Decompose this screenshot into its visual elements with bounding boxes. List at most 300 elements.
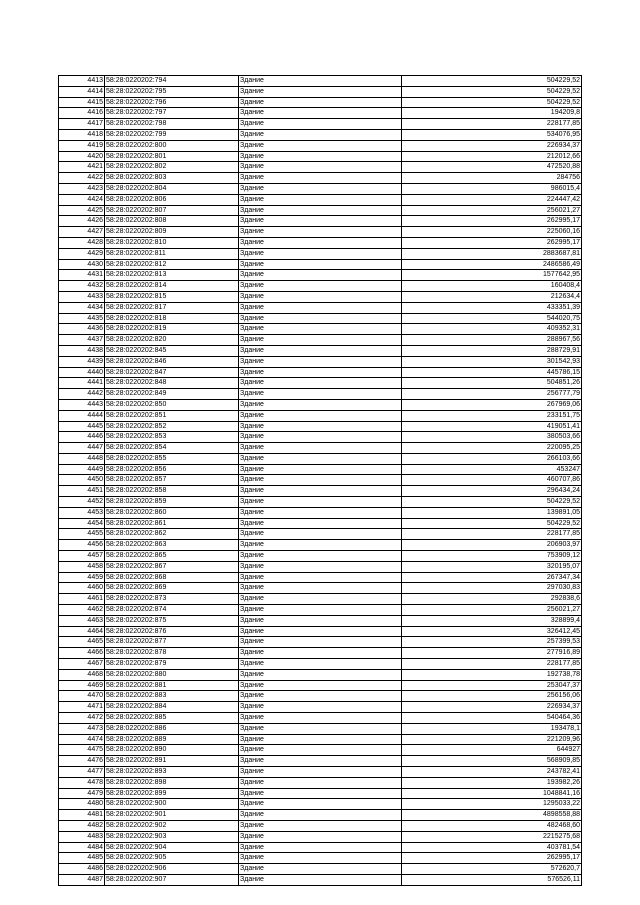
object-type: Здание bbox=[239, 615, 402, 626]
table-row bbox=[59, 756, 582, 767]
row-number: 4486 bbox=[59, 864, 105, 875]
cadastral-number: 58:28:0220202:798 bbox=[105, 119, 239, 130]
row-number: 4450 bbox=[59, 475, 105, 486]
table-row bbox=[59, 572, 582, 583]
object-type: Здание bbox=[239, 97, 402, 108]
cadastral-value: 228177,85 bbox=[402, 119, 582, 130]
table-row bbox=[59, 583, 582, 594]
table-row bbox=[59, 421, 582, 432]
table-row bbox=[59, 389, 582, 400]
cadastral-value: 1048841,16 bbox=[402, 788, 582, 799]
row-number: 4432 bbox=[59, 281, 105, 292]
object-type: Здание bbox=[239, 248, 402, 259]
table-row bbox=[59, 518, 582, 529]
row-number: 4424 bbox=[59, 194, 105, 205]
table-row bbox=[59, 659, 582, 670]
table-row bbox=[59, 345, 582, 356]
object-type: Здание bbox=[239, 637, 402, 648]
object-type: Здание bbox=[239, 507, 402, 518]
table-row bbox=[59, 378, 582, 389]
object-type: Здание bbox=[239, 173, 402, 184]
object-type: Здание bbox=[239, 777, 402, 788]
cadastral-number: 58:28:0220202:860 bbox=[105, 507, 239, 518]
cadastral-value: 256021,27 bbox=[402, 205, 582, 216]
row-number: 4437 bbox=[59, 335, 105, 346]
cadastral-value: 220095,25 bbox=[402, 443, 582, 454]
object-type: Здание bbox=[239, 702, 402, 713]
cadastral-number: 58:28:0220202:886 bbox=[105, 723, 239, 734]
object-type: Здание bbox=[239, 237, 402, 248]
cadastral-value: 534076,95 bbox=[402, 129, 582, 140]
cadastral-number: 58:28:0220202:856 bbox=[105, 464, 239, 475]
object-type: Здание bbox=[239, 119, 402, 130]
object-type: Здание bbox=[239, 648, 402, 659]
table-row bbox=[59, 475, 582, 486]
cadastral-number: 58:28:0220202:812 bbox=[105, 259, 239, 270]
object-type: Здание bbox=[239, 432, 402, 443]
table-row bbox=[59, 227, 582, 238]
cadastral-number: 58:28:0220202:808 bbox=[105, 216, 239, 227]
table-row bbox=[59, 615, 582, 626]
row-number: 4428 bbox=[59, 237, 105, 248]
row-number: 4431 bbox=[59, 270, 105, 281]
row-number: 4449 bbox=[59, 464, 105, 475]
table-row bbox=[59, 767, 582, 778]
cadastral-number: 58:28:0220202:862 bbox=[105, 529, 239, 540]
table-row bbox=[59, 86, 582, 97]
cadastral-value: 644927 bbox=[402, 745, 582, 756]
cadastral-value: 221209,96 bbox=[402, 734, 582, 745]
cadastral-number: 58:28:0220202:878 bbox=[105, 648, 239, 659]
cadastral-number: 58:28:0220202:845 bbox=[105, 345, 239, 356]
cadastral-number: 58:28:0220202:850 bbox=[105, 399, 239, 410]
table-row bbox=[59, 324, 582, 335]
row-number: 4430 bbox=[59, 259, 105, 270]
cadastral-number: 58:28:0220202:879 bbox=[105, 659, 239, 670]
cadastral-value: 212012,66 bbox=[402, 151, 582, 162]
cadastral-value: 572620,7 bbox=[402, 864, 582, 875]
row-number: 4478 bbox=[59, 777, 105, 788]
object-type: Здание bbox=[239, 367, 402, 378]
row-number: 4472 bbox=[59, 713, 105, 724]
table-row bbox=[59, 367, 582, 378]
table-row bbox=[59, 486, 582, 497]
cadastral-number: 58:28:0220202:890 bbox=[105, 745, 239, 756]
row-number: 4444 bbox=[59, 410, 105, 421]
object-type: Здание bbox=[239, 291, 402, 302]
object-type: Здание bbox=[239, 216, 402, 227]
cadastral-value: 284756 bbox=[402, 173, 582, 184]
cadastral-value: 277916,89 bbox=[402, 648, 582, 659]
cadastral-number: 58:28:0220202:849 bbox=[105, 389, 239, 400]
row-number: 4482 bbox=[59, 820, 105, 831]
object-type: Здание bbox=[239, 421, 402, 432]
row-number: 4438 bbox=[59, 345, 105, 356]
cadastral-value: 403781,54 bbox=[402, 842, 582, 853]
row-number: 4479 bbox=[59, 788, 105, 799]
object-type: Здание bbox=[239, 767, 402, 778]
cadastral-value: 228177,85 bbox=[402, 659, 582, 670]
table-row bbox=[59, 432, 582, 443]
object-type: Здание bbox=[239, 864, 402, 875]
row-number: 4441 bbox=[59, 378, 105, 389]
table-row bbox=[59, 561, 582, 572]
cadastral-number: 58:28:0220202:905 bbox=[105, 853, 239, 864]
cadastral-number: 58:28:0220202:900 bbox=[105, 799, 239, 810]
cadastral-value: 288967,56 bbox=[402, 335, 582, 346]
cadastral-value: 257399,53 bbox=[402, 637, 582, 648]
table-row bbox=[59, 648, 582, 659]
cadastral-value: 228177,85 bbox=[402, 529, 582, 540]
cadastral-number: 58:28:0220202:891 bbox=[105, 756, 239, 767]
cadastral-value: 380503,66 bbox=[402, 432, 582, 443]
cadastral-number: 58:28:0220202:885 bbox=[105, 713, 239, 724]
row-number: 4422 bbox=[59, 173, 105, 184]
object-type: Здание bbox=[239, 659, 402, 670]
table-body bbox=[59, 76, 582, 886]
table-row bbox=[59, 237, 582, 248]
cadastral-number: 58:28:0220202:848 bbox=[105, 378, 239, 389]
row-number: 4458 bbox=[59, 561, 105, 572]
row-number: 4485 bbox=[59, 853, 105, 864]
cadastral-value: 2215275,68 bbox=[402, 831, 582, 842]
object-type: Здание bbox=[239, 561, 402, 572]
cadastral-number: 58:28:0220202:799 bbox=[105, 129, 239, 140]
table-row bbox=[59, 313, 582, 324]
object-type: Здание bbox=[239, 140, 402, 151]
cadastral-number: 58:28:0220202:855 bbox=[105, 453, 239, 464]
cadastral-value: 206903,97 bbox=[402, 540, 582, 551]
table-row bbox=[59, 410, 582, 421]
cadastral-number: 58:28:0220202:814 bbox=[105, 281, 239, 292]
object-type: Здание bbox=[239, 270, 402, 281]
table-row bbox=[59, 443, 582, 454]
object-type: Здание bbox=[239, 302, 402, 313]
row-number: 4466 bbox=[59, 648, 105, 659]
cadastral-value: 256156,06 bbox=[402, 691, 582, 702]
table-row bbox=[59, 335, 582, 346]
row-number: 4436 bbox=[59, 324, 105, 335]
cadastral-number: 58:28:0220202:869 bbox=[105, 583, 239, 594]
cadastral-value: 256021,27 bbox=[402, 605, 582, 616]
table-row bbox=[59, 119, 582, 130]
row-number: 4474 bbox=[59, 734, 105, 745]
cadastral-value: 328899,4 bbox=[402, 615, 582, 626]
cadastral-value: 326412,45 bbox=[402, 626, 582, 637]
cadastral-value: 753909,12 bbox=[402, 551, 582, 562]
cadastral-value: 253047,37 bbox=[402, 680, 582, 691]
table-row bbox=[59, 853, 582, 864]
object-type: Здание bbox=[239, 691, 402, 702]
cadastral-value: 193478,1 bbox=[402, 723, 582, 734]
row-number: 4418 bbox=[59, 129, 105, 140]
cadastral-number: 58:28:0220202:818 bbox=[105, 313, 239, 324]
row-number: 4461 bbox=[59, 594, 105, 605]
object-type: Здание bbox=[239, 76, 402, 87]
cadastral-number: 58:28:0220202:847 bbox=[105, 367, 239, 378]
cadastral-number: 58:28:0220202:857 bbox=[105, 475, 239, 486]
cadastral-value: 226934,37 bbox=[402, 702, 582, 713]
cadastral-number: 58:28:0220202:877 bbox=[105, 637, 239, 648]
cadastral-number: 58:28:0220202:858 bbox=[105, 486, 239, 497]
cadastral-value: 192738,78 bbox=[402, 669, 582, 680]
row-number: 4435 bbox=[59, 313, 105, 324]
cadastral-number: 58:28:0220202:852 bbox=[105, 421, 239, 432]
row-number: 4470 bbox=[59, 691, 105, 702]
cadastral-number: 58:28:0220202:810 bbox=[105, 237, 239, 248]
table-row bbox=[59, 129, 582, 140]
object-type: Здание bbox=[239, 669, 402, 680]
cadastral-number: 58:28:0220202:811 bbox=[105, 248, 239, 259]
cadastral-number: 58:28:0220202:863 bbox=[105, 540, 239, 551]
row-number: 4446 bbox=[59, 432, 105, 443]
row-number: 4477 bbox=[59, 767, 105, 778]
row-number: 4469 bbox=[59, 680, 105, 691]
row-number: 4483 bbox=[59, 831, 105, 842]
table-row bbox=[59, 108, 582, 119]
cadastral-number: 58:28:0220202:881 bbox=[105, 680, 239, 691]
row-number: 4443 bbox=[59, 399, 105, 410]
table-row bbox=[59, 745, 582, 756]
table-row bbox=[59, 453, 582, 464]
row-number: 4475 bbox=[59, 745, 105, 756]
row-number: 4413 bbox=[59, 76, 105, 87]
cadastral-number: 58:28:0220202:801 bbox=[105, 151, 239, 162]
table-row bbox=[59, 637, 582, 648]
object-type: Здание bbox=[239, 788, 402, 799]
cadastral-value: 266103,66 bbox=[402, 453, 582, 464]
object-type: Здание bbox=[239, 194, 402, 205]
cadastral-value: 472520,88 bbox=[402, 162, 582, 173]
table-row bbox=[59, 173, 582, 184]
cadastral-number: 58:28:0220202:873 bbox=[105, 594, 239, 605]
object-type: Здание bbox=[239, 410, 402, 421]
cadastral-value: 212634,4 bbox=[402, 291, 582, 302]
table-row bbox=[59, 594, 582, 605]
row-number: 4463 bbox=[59, 615, 105, 626]
object-type: Здание bbox=[239, 313, 402, 324]
row-number: 4434 bbox=[59, 302, 105, 313]
row-number: 4484 bbox=[59, 842, 105, 853]
row-number: 4416 bbox=[59, 108, 105, 119]
row-number: 4451 bbox=[59, 486, 105, 497]
table-row bbox=[59, 399, 582, 410]
object-type: Здание bbox=[239, 378, 402, 389]
cadastral-value: 1577642,95 bbox=[402, 270, 582, 281]
object-type: Здание bbox=[239, 810, 402, 821]
cadastral-number: 58:28:0220202:795 bbox=[105, 86, 239, 97]
cadastral-number: 58:28:0220202:868 bbox=[105, 572, 239, 583]
cadastral-value: 262995,17 bbox=[402, 853, 582, 864]
row-number: 4433 bbox=[59, 291, 105, 302]
cadastral-number: 58:28:0220202:859 bbox=[105, 497, 239, 508]
cadastral-value: 986015,4 bbox=[402, 183, 582, 194]
row-number: 4456 bbox=[59, 540, 105, 551]
cadastral-value: 224447,42 bbox=[402, 194, 582, 205]
object-type: Здание bbox=[239, 713, 402, 724]
row-number: 4481 bbox=[59, 810, 105, 821]
cadastral-value-table bbox=[58, 75, 582, 886]
object-type: Здание bbox=[239, 874, 402, 885]
table-row bbox=[59, 810, 582, 821]
cadastral-value: 233151,75 bbox=[402, 410, 582, 421]
cadastral-number: 58:28:0220202:815 bbox=[105, 291, 239, 302]
object-type: Здание bbox=[239, 572, 402, 583]
row-number: 4425 bbox=[59, 205, 105, 216]
table-row bbox=[59, 551, 582, 562]
table-row bbox=[59, 788, 582, 799]
table-row bbox=[59, 713, 582, 724]
row-number: 4429 bbox=[59, 248, 105, 259]
cadastral-number: 58:28:0220202:875 bbox=[105, 615, 239, 626]
object-type: Здание bbox=[239, 345, 402, 356]
cadastral-value: 409352,31 bbox=[402, 324, 582, 335]
table-row bbox=[59, 820, 582, 831]
cadastral-value: 568909,85 bbox=[402, 756, 582, 767]
object-type: Здание bbox=[239, 486, 402, 497]
cadastral-number: 58:28:0220202:804 bbox=[105, 183, 239, 194]
table-row bbox=[59, 529, 582, 540]
cadastral-value: 296434,24 bbox=[402, 486, 582, 497]
table-row bbox=[59, 842, 582, 853]
row-number: 4440 bbox=[59, 367, 105, 378]
table-row bbox=[59, 723, 582, 734]
cadastral-value: 262995,17 bbox=[402, 237, 582, 248]
row-number: 4473 bbox=[59, 723, 105, 734]
table-row bbox=[59, 497, 582, 508]
cadastral-value: 160408,4 bbox=[402, 281, 582, 292]
object-type: Здание bbox=[239, 551, 402, 562]
object-type: Здание bbox=[239, 443, 402, 454]
object-type: Здание bbox=[239, 86, 402, 97]
cadastral-value: 225060,16 bbox=[402, 227, 582, 238]
row-number: 4468 bbox=[59, 669, 105, 680]
table-row bbox=[59, 140, 582, 151]
row-number: 4414 bbox=[59, 86, 105, 97]
cadastral-value: 504229,52 bbox=[402, 518, 582, 529]
row-number: 4417 bbox=[59, 119, 105, 130]
table-row bbox=[59, 464, 582, 475]
cadastral-number: 58:28:0220202:861 bbox=[105, 518, 239, 529]
cadastral-value: 139891,05 bbox=[402, 507, 582, 518]
cadastral-number: 58:28:0220202:806 bbox=[105, 194, 239, 205]
table-row bbox=[59, 151, 582, 162]
row-number: 4426 bbox=[59, 216, 105, 227]
cadastral-value: 256777,79 bbox=[402, 389, 582, 400]
cadastral-value: 504229,52 bbox=[402, 97, 582, 108]
cadastral-number: 58:28:0220202:876 bbox=[105, 626, 239, 637]
cadastral-number: 58:28:0220202:797 bbox=[105, 108, 239, 119]
row-number: 4442 bbox=[59, 389, 105, 400]
table-row bbox=[59, 507, 582, 518]
object-type: Здание bbox=[239, 281, 402, 292]
cadastral-value: 4898558,88 bbox=[402, 810, 582, 821]
table-row bbox=[59, 691, 582, 702]
cadastral-number: 58:28:0220202:901 bbox=[105, 810, 239, 821]
cadastral-number: 58:28:0220202:884 bbox=[105, 702, 239, 713]
object-type: Здание bbox=[239, 151, 402, 162]
object-type: Здание bbox=[239, 680, 402, 691]
row-number: 4445 bbox=[59, 421, 105, 432]
row-number: 4467 bbox=[59, 659, 105, 670]
table-row bbox=[59, 356, 582, 367]
cadastral-number: 58:28:0220202:846 bbox=[105, 356, 239, 367]
object-type: Здание bbox=[239, 259, 402, 270]
object-type: Здание bbox=[239, 183, 402, 194]
cadastral-value: 267347,34 bbox=[402, 572, 582, 583]
cadastral-number: 58:28:0220202:853 bbox=[105, 432, 239, 443]
object-type: Здание bbox=[239, 842, 402, 853]
cadastral-number: 58:28:0220202:813 bbox=[105, 270, 239, 281]
cadastral-number: 58:28:0220202:883 bbox=[105, 691, 239, 702]
row-number: 4453 bbox=[59, 507, 105, 518]
table-row bbox=[59, 216, 582, 227]
cadastral-value: 544020,75 bbox=[402, 313, 582, 324]
cadastral-number: 58:28:0220202:880 bbox=[105, 669, 239, 680]
table-row bbox=[59, 669, 582, 680]
table-row bbox=[59, 540, 582, 551]
row-number: 4459 bbox=[59, 572, 105, 583]
cadastral-value: 504229,52 bbox=[402, 76, 582, 87]
object-type: Здание bbox=[239, 399, 402, 410]
table-row bbox=[59, 734, 582, 745]
object-type: Здание bbox=[239, 108, 402, 119]
row-number: 4487 bbox=[59, 874, 105, 885]
object-type: Здание bbox=[239, 324, 402, 335]
cadastral-number: 58:28:0220202:820 bbox=[105, 335, 239, 346]
table-row bbox=[59, 874, 582, 885]
cadastral-value: 288729,91 bbox=[402, 345, 582, 356]
object-type: Здание bbox=[239, 745, 402, 756]
object-type: Здание bbox=[239, 335, 402, 346]
table-row bbox=[59, 777, 582, 788]
row-number: 4454 bbox=[59, 518, 105, 529]
cadastral-value: 433351,39 bbox=[402, 302, 582, 313]
cadastral-number: 58:28:0220202:904 bbox=[105, 842, 239, 853]
row-number: 4471 bbox=[59, 702, 105, 713]
cadastral-value: 292838,6 bbox=[402, 594, 582, 605]
object-type: Здание bbox=[239, 626, 402, 637]
table-row bbox=[59, 864, 582, 875]
row-number: 4439 bbox=[59, 356, 105, 367]
table-row bbox=[59, 194, 582, 205]
cadastral-value: 262995,17 bbox=[402, 216, 582, 227]
cadastral-value: 482468,60 bbox=[402, 820, 582, 831]
cadastral-number: 58:28:0220202:800 bbox=[105, 140, 239, 151]
table-row bbox=[59, 680, 582, 691]
object-type: Здание bbox=[239, 497, 402, 508]
cadastral-number: 58:28:0220202:817 bbox=[105, 302, 239, 313]
cadastral-number: 58:28:0220202:889 bbox=[105, 734, 239, 745]
row-number: 4423 bbox=[59, 183, 105, 194]
table-row bbox=[59, 702, 582, 713]
cadastral-value: 243782,41 bbox=[402, 767, 582, 778]
cadastral-number: 58:28:0220202:854 bbox=[105, 443, 239, 454]
cadastral-value: 419051,41 bbox=[402, 421, 582, 432]
table-row bbox=[59, 259, 582, 270]
row-number: 4455 bbox=[59, 529, 105, 540]
table-row bbox=[59, 799, 582, 810]
object-type: Здание bbox=[239, 853, 402, 864]
row-number: 4452 bbox=[59, 497, 105, 508]
cadastral-value: 504229,52 bbox=[402, 497, 582, 508]
table-row bbox=[59, 162, 582, 173]
object-type: Здание bbox=[239, 475, 402, 486]
row-number: 4419 bbox=[59, 140, 105, 151]
table-row bbox=[59, 281, 582, 292]
row-number: 4420 bbox=[59, 151, 105, 162]
cadastral-value: 445786,15 bbox=[402, 367, 582, 378]
